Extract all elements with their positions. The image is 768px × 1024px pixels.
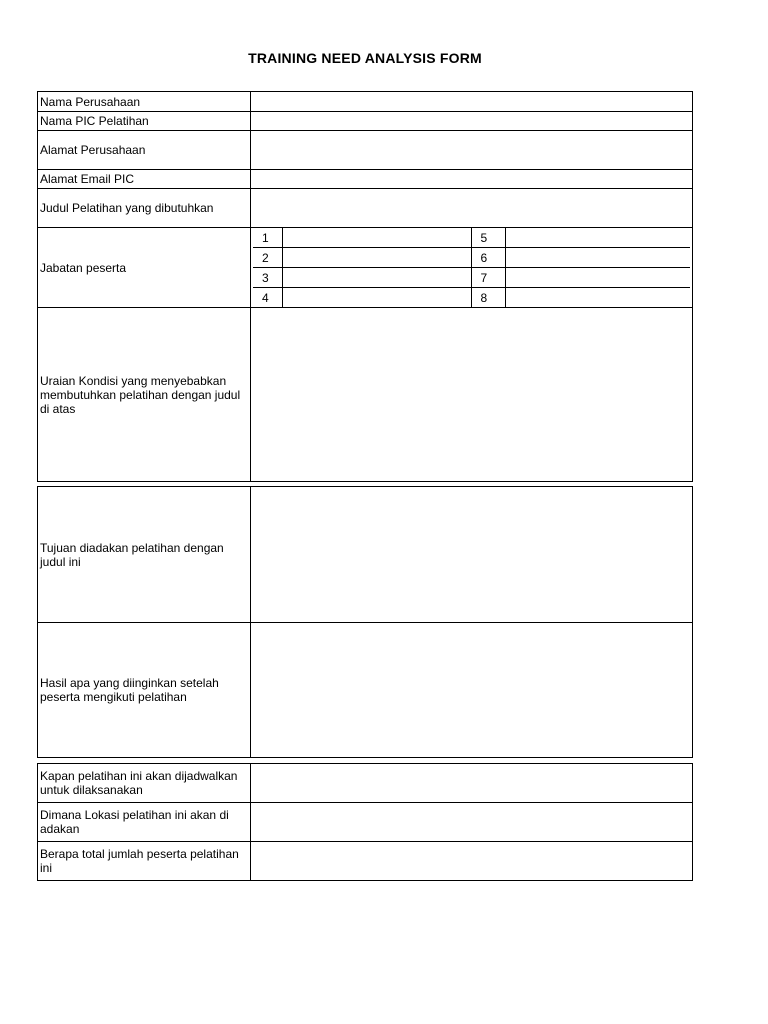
- label-berapa: Berapa total jumlah peserta pelatihan ini: [38, 842, 251, 881]
- jabatan-input-2[interactable]: [282, 248, 471, 268]
- row-nama-pic: [38, 112, 693, 131]
- jabatan-number: 1: [253, 228, 282, 248]
- jabatan-grid: [253, 228, 690, 307]
- input-berapa[interactable]: [251, 842, 693, 881]
- row-uraian-kondisi: [38, 308, 693, 482]
- company-info-table: [37, 91, 693, 482]
- label-jabatan-peserta: Jabatan peserta: [38, 228, 251, 308]
- objectives-table: [37, 486, 693, 758]
- label-kapan: Kapan pelatihan ini akan dijadwalkan untuk dilaksanakan: [38, 764, 251, 803]
- jabatan-input-8[interactable]: [505, 288, 690, 308]
- input-kapan[interactable]: [251, 764, 693, 803]
- label-judul-pelatihan: Judul Pelatihan yang dibutuhkan: [38, 189, 251, 228]
- input-nama-perusahaan[interactable]: [251, 92, 693, 112]
- label-nama-pic: Nama PIC Pelatihan: [38, 112, 251, 131]
- form-title: TRAINING NEED ANALYSIS FORM: [248, 50, 482, 66]
- jabatan-number: 2: [253, 248, 282, 268]
- label-uraian-kondisi: Uraian Kondisi yang menyebabkan membutuhkan pelatihan dengan judul di atas: [38, 308, 251, 482]
- schedule-table: [37, 763, 693, 881]
- row-alamat-perusahaan: [38, 131, 693, 170]
- input-nama-pic[interactable]: [251, 112, 693, 131]
- row-alamat-email: [38, 170, 693, 189]
- jabatan-input-3[interactable]: [282, 268, 471, 288]
- jabatan-input-7[interactable]: [505, 268, 690, 288]
- label-tujuan: Tujuan diadakan pelatihan dengan judul ini: [38, 487, 251, 623]
- label-nama-perusahaan: Nama Perusahaan: [38, 92, 251, 112]
- jabatan-grid-cell: [251, 228, 693, 308]
- jabatan-number: 6: [471, 248, 505, 268]
- input-alamat-perusahaan[interactable]: [251, 131, 693, 170]
- jabatan-input-1[interactable]: [282, 228, 471, 248]
- label-dimana: Dimana Lokasi pelatihan ini akan di adakan: [38, 803, 251, 842]
- label-hasil: Hasil apa yang diinginkan setelah peserta mengikuti pelatihan: [38, 623, 251, 758]
- row-nama-perusahaan: [38, 92, 693, 112]
- jabatan-number: 3: [253, 268, 282, 288]
- input-tujuan[interactable]: [251, 487, 693, 623]
- input-dimana[interactable]: [251, 803, 693, 842]
- jabatan-number: 7: [471, 268, 505, 288]
- input-alamat-email[interactable]: [251, 170, 693, 189]
- row-jabatan-peserta: [38, 228, 693, 308]
- jabatan-number: 5: [471, 228, 505, 248]
- row-dimana: [38, 803, 693, 842]
- row-hasil: [38, 623, 693, 758]
- jabatan-input-6[interactable]: [505, 248, 690, 268]
- jabatan-input-4[interactable]: [282, 288, 471, 308]
- row-kapan: [38, 764, 693, 803]
- input-judul-pelatihan[interactable]: [251, 189, 693, 228]
- jabatan-number: 8: [471, 288, 505, 308]
- label-alamat-perusahaan: Alamat Perusahaan: [38, 131, 251, 170]
- input-uraian-kondisi[interactable]: [251, 308, 693, 482]
- input-hasil[interactable]: [251, 623, 693, 758]
- jabatan-input-5[interactable]: [505, 228, 690, 248]
- row-berapa: [38, 842, 693, 881]
- row-judul-pelatihan: [38, 189, 693, 228]
- label-alamat-email: Alamat Email PIC: [38, 170, 251, 189]
- row-tujuan: [38, 487, 693, 623]
- jabatan-number: 4: [253, 288, 282, 308]
